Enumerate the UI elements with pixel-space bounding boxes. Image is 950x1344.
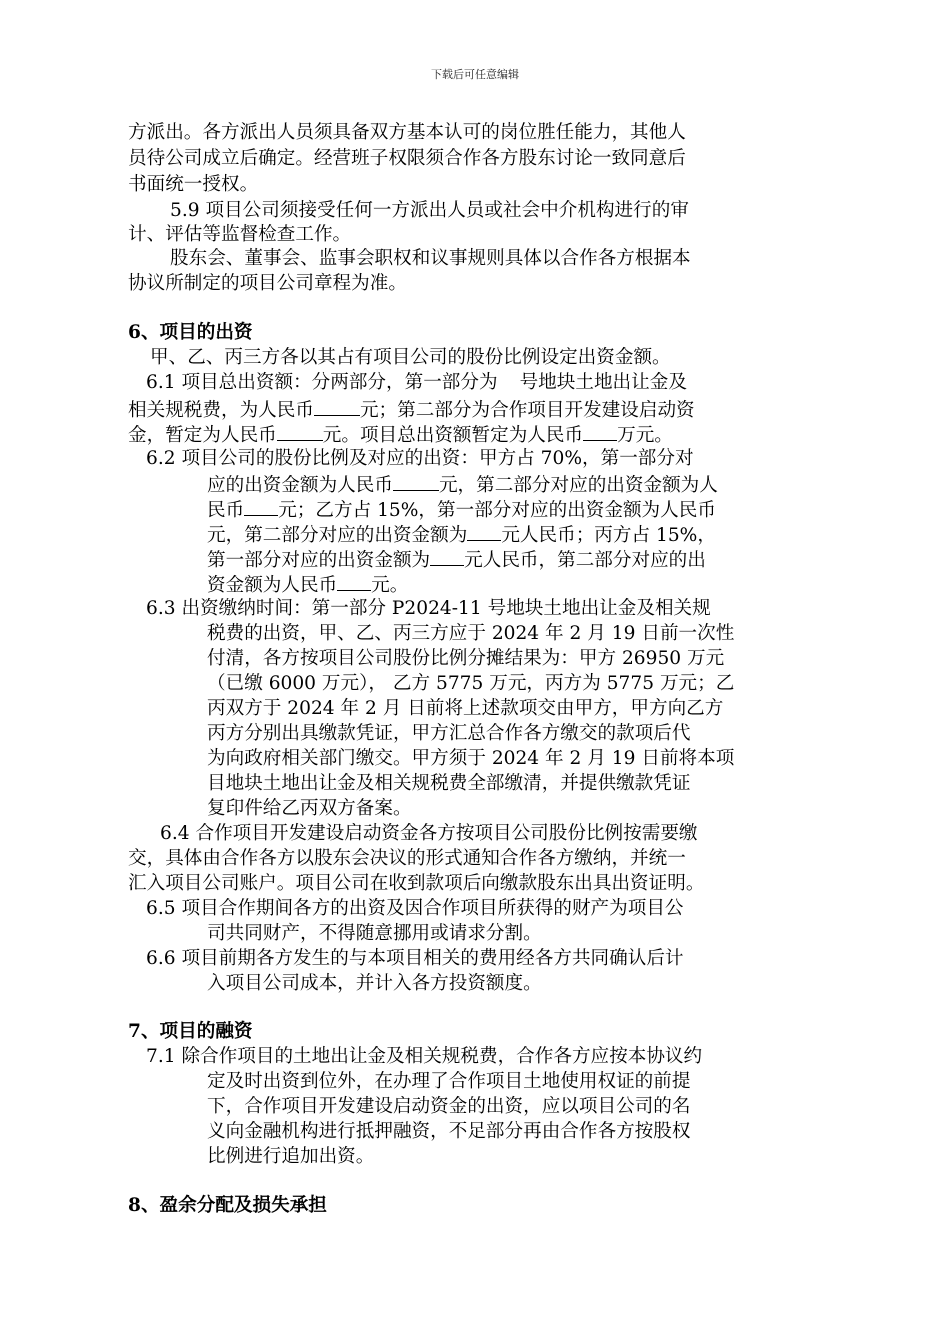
clause-6-5-line: 6.5 项目合作期间各方的出资及因合作项目所获得的财产为项目公 [146, 898, 684, 919]
clause-6-3-line: （已缴 6000 万元）， 乙方 5775 万元，丙方为 5775 万元；乙 [207, 673, 735, 694]
section-8-title: 8、盈余分配及损失承担 [128, 1195, 327, 1216]
clause-6-6-line: 入项目公司成本，并计入各方投资额度。 [207, 973, 542, 994]
section-6-title: 6、项目的出资 [128, 322, 253, 343]
page-header: 下载后可任意编辑 [431, 68, 519, 81]
clause-6-3-line: 为向政府相关部门缴交。甲方须于 2024 年 2 月 19 日前将本项 [207, 748, 735, 769]
clause-6-2-line-4: 元，第二部分对应的出资金额为 元人民币；丙方占 15%， [207, 521, 716, 548]
clause-6-2-line-5: 第一部分对应的出资金额为 元人民币，第二部分对应的出 [207, 546, 706, 573]
clause-6-3-line: 税费的出资，甲、乙、丙三方应于 2024 年 2 月 19 日前一次性 [207, 623, 735, 644]
clause-6-6-line: 6.6 项目前期各方发生的与本项目相关的费用经各方共同确认后计 [146, 948, 684, 969]
clause-7-1-line: 下，合作项目开发建设启动资金的出资，应以项目公司的名 [207, 1096, 691, 1117]
clause-6-1-line-3: 金，暂定为人民币 元。项目总出资额暂定为人民币 万元。 [128, 421, 673, 448]
section-6-intro: 甲、乙、丙三方各以其占有项目公司的股份比例设定出资金额。 [150, 347, 671, 368]
text-line: 方派出。各方派出人员须具备双方基本认可的岗位胜任能力，其他人 [128, 122, 686, 143]
clause-6-4-line: 汇入项目公司账户。项目公司在收到款项后向缴款股东出具出资证明。 [128, 873, 705, 894]
section-7-title: 7、项目的融资 [128, 1021, 253, 1042]
text-line: 股东会、董事会、监事会职权和议事规则具体以合作各方根据本 [170, 248, 691, 269]
clause-6-4-line: 交，具体由合作各方以股东会决议的形式通知合作各方缴纳，并统一 [128, 848, 686, 869]
clause-6-5-line: 司共同财产，不得随意挪用或请求分割。 [207, 923, 542, 944]
clause-6-1-line-1: 6.1 项目总出资额：分两部分，第一部分为 号地块土地出让金及 [146, 372, 687, 393]
clause-6-4-line: 6.4 合作项目开发建设启动资金各方按项目公司股份比例按需要缴 [160, 823, 698, 844]
clause-6-2-line-6: 资金额为人民币 元。 [207, 571, 408, 598]
clause-6-3-line: 付清，各方按项目公司股份比例分摊结果为：甲方 26950 万元 [207, 648, 725, 669]
clause-6-1-line-2: 相关规税费，为人民币 元；第二部分为合作项目开发建设启动资 [128, 396, 695, 423]
clause-6-2-line-2: 应的出资金额为人民币 元，第二部分对应的出资金额为人 [207, 471, 718, 498]
text-line: 员待公司成立后确定。经营班子权限须合作各方股东讨论一致同意后 [128, 148, 686, 169]
text-line: 计、评估等监督检查工作。 [128, 224, 352, 245]
text-line: 书面统一授权。 [128, 174, 259, 195]
clause-7-1-line: 定及时出资到位外，在办理了合作项目土地使用权证的前提 [207, 1071, 691, 1092]
clause-7-1-line: 7.1 除合作项目的土地出让金及相关规税费，合作各方应按本协议约 [146, 1046, 703, 1067]
clause-6-3-line: 目地块土地出让金及相关规税费全部缴清，并提供缴款凭证 [207, 773, 691, 794]
clause-6-2-line-3: 民币 元；乙方占 15%，第一部分对应的出资金额为人民币 [207, 496, 716, 523]
clause-5-9: 5.9 项目公司须接受任何一方派出人员或社会中介机构进行的审 [170, 200, 689, 221]
clause-6-3-line: 丙双方于 2024 年 2 月 日前将上述款项交由甲方，甲方向乙方 [207, 698, 724, 719]
text-line: 协议所制定的项目公司章程为准。 [128, 273, 407, 294]
clause-7-1-line: 义向金融机构进行抵押融资，不足部分再由合作各方按股权 [207, 1121, 691, 1142]
clause-6-3-line: 6.3 出资缴纳时间：第一部分 P2024-11 号地块土地出让金及相关规 [146, 598, 711, 619]
clause-6-2-line-1: 6.2 项目公司的股份比例及对应的出资：甲方占 70%，第一部分对 [146, 448, 694, 469]
clause-6-3-line: 丙方分别出具缴款凭证，甲方汇总合作各方缴交的款项后代 [207, 723, 691, 744]
clause-7-1-line: 比例进行追加出资。 [207, 1146, 375, 1167]
clause-6-3-line: 复印件给乙丙双方备案。 [207, 798, 412, 819]
